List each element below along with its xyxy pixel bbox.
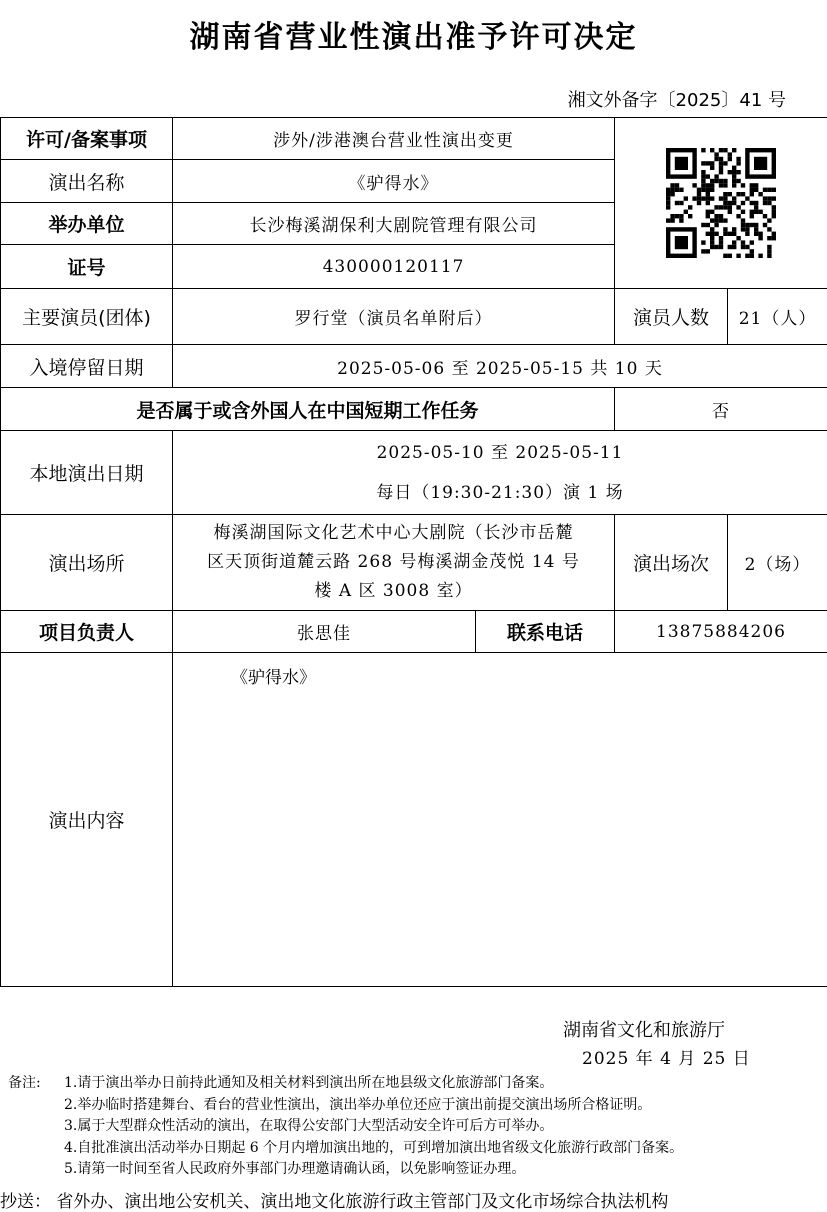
venue-line-3: 楼 A 区 3008 室）	[314, 581, 473, 601]
venue-line-1: 梅溪湖国际文化艺术中心大剧院（长沙市岳麓	[213, 523, 574, 543]
note-item: 2.举办临时搭建舞台、看台的营业性演出，演出举办单位还应于演出前提交演出场所合格证明。	[64, 1096, 652, 1113]
qr-cell	[615, 118, 827, 289]
document-number: 湘文外备字〔2025〕41 号	[567, 90, 786, 111]
note-row	[8, 1138, 823, 1160]
venue-value	[173, 515, 615, 611]
foreign-work-label: 是否属于或含外国人在中国短期工作任务	[1, 388, 615, 431]
show-name-label: 演出名称	[1, 160, 173, 203]
phone-value: 13875884206	[615, 611, 827, 653]
manager-label: 项目负责人	[1, 611, 173, 653]
notes-section	[8, 1073, 823, 1181]
local-date-value	[173, 431, 827, 515]
issue-date: 2025 年 4 月 25 日	[582, 1049, 751, 1069]
content-value: 《驴得水》	[231, 668, 316, 688]
stay-label: 入境停留日期	[1, 345, 173, 388]
note-item: 4.自批准演出活动举办日期起 6 个月内增加演出地的，可到增加演出地省级文化旅游行政部门备案。	[64, 1139, 684, 1156]
license-label: 证号	[1, 245, 173, 289]
local-date-label: 本地演出日期	[1, 431, 173, 515]
content-value-cell	[173, 653, 827, 987]
sessions-value: 2（场）	[728, 515, 827, 611]
foreign-work-value: 否	[615, 388, 827, 431]
license-table	[0, 117, 827, 987]
note-row	[8, 1095, 823, 1117]
show-name-value: 《驴得水》	[173, 160, 615, 203]
notes-head: 备注:	[8, 1075, 41, 1091]
content-label: 演出内容	[1, 653, 173, 987]
performer-count-value: 21（人）	[728, 289, 827, 345]
page-title: 湖南省营业性演出准予许可决定	[189, 20, 638, 55]
note-row	[8, 1159, 823, 1181]
organizer-label: 举办单位	[1, 203, 173, 245]
sessions-label: 演出场次	[615, 515, 728, 611]
license-value: 430000120117	[173, 245, 615, 289]
note-row	[8, 1116, 823, 1138]
phone-label: 联系电话	[476, 611, 615, 653]
item-value: 涉外/涉港澳台营业性演出变更	[173, 118, 615, 160]
note-item: 3.属于大型群众性活动的演出，在取得公安部门大型活动安全许可后方可举办。	[64, 1118, 554, 1134]
local-date-range: 2025-05-10 至 2025-05-11	[376, 442, 624, 463]
manager-value: 张思佳	[173, 611, 476, 653]
item-label: 许可/备案事项	[1, 118, 173, 160]
stay-value: 2025-05-06 至 2025-05-15 共 10 天	[173, 345, 827, 388]
performers-label: 主要演员(团体)	[1, 289, 173, 345]
performers-value: 罗行堂（演员名单附后）	[173, 289, 615, 345]
venue-label: 演出场所	[1, 515, 173, 611]
cc-line: 抄送： 省外办、演出地公安机关、演出地文化旅游行政主管部门及文化市场综合执法机构	[0, 1192, 669, 1212]
note-row	[8, 1073, 823, 1095]
issuer-name: 湖南省文化和旅游厅	[563, 1020, 725, 1041]
note-item: 5.请第一时间至省人民政府外事部门办理邀请确认函，以免影响签证办理。	[64, 1161, 526, 1177]
qr-code-icon	[666, 148, 776, 258]
performer-count-label: 演员人数	[615, 289, 728, 345]
local-date-schedule: 每日（19:30-21:30）演 1 场	[376, 482, 624, 503]
organizer-value: 长沙梅溪湖保利大剧院管理有限公司	[173, 203, 615, 245]
note-item: 1.请于演出举办日前持此通知及相关材料到演出所在地县级文化旅游部门备案。	[64, 1075, 554, 1091]
venue-line-2: 区天顶街道麓云路 268 号梅溪湖金茂悦 14 号	[207, 552, 580, 572]
